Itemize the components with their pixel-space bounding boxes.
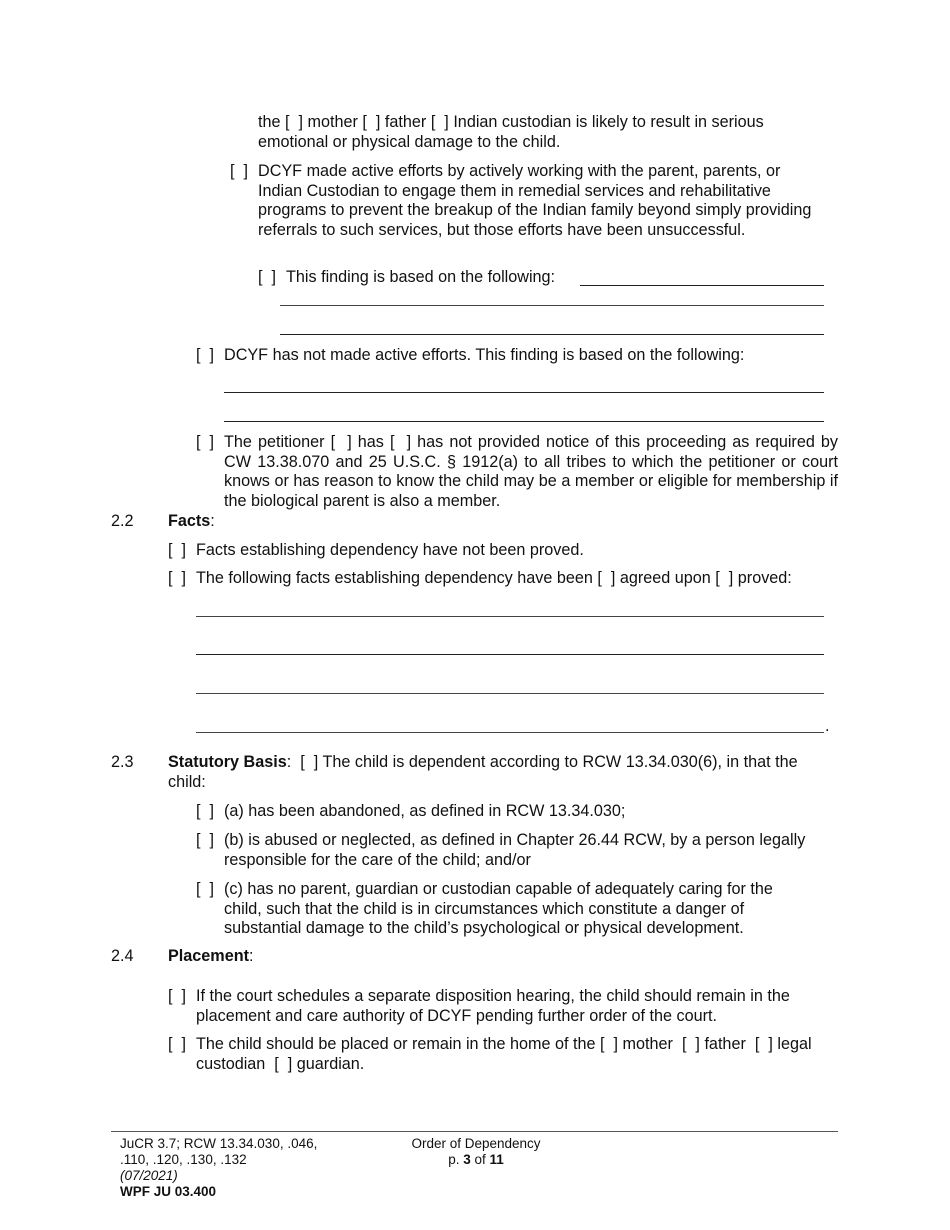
facts-input-line-3[interactable] [196,693,824,694]
checkbox-facts-proved[interactable]: [ ] [715,569,734,587]
separate-hearing-text: If the court schedules a separate disposition hearing, the child should remain in the placement and care authority of DCYF pending further order of the court. [196,987,790,1025]
checkbox-facts-agreed[interactable]: [ ] [597,569,616,587]
checkbox-notice-has[interactable]: [ ] [330,433,352,451]
active-efforts-made-text: DCYF made active efforts by actively working with the parent, parents, or Indian Custodian to engage them in remedial services and rehabilitative programs to prevent the breakup of the Indian family beyond simply providing referrals to such services, but those efforts have been unsuccessful. [258,162,812,239]
statutory-a-text: (a) has been abandoned, as defined in RCW 13.34.030; [224,802,626,820]
facts-end-period: . [825,717,830,735]
section-number-statutory: 2.3 [111,753,134,771]
section-title-placement: Placement: [168,947,254,965]
checkbox-mother[interactable]: [ ] [285,113,304,131]
checkbox-finding-based[interactable]: [ ] [258,268,276,286]
statutory-b-text: (b) is abused or neglected, as defined in Chapter 26.44 RCW, by a person legally responsible for the care of the child; and/or [224,831,806,869]
checkbox-placed-guardian[interactable]: [ ] [274,1054,293,1073]
checkbox-separate-hearing[interactable]: [ ] [168,987,186,1005]
footer-citation: JuCR 3.7; RCW 13.34.030, .046, .110, .120, .130, .132 (07/2021) WPF JU 03.400 [120,1136,318,1199]
checkbox-indian-custodian[interactable]: [ ] [430,113,449,131]
checkbox-no-active-efforts[interactable]: [ ] [196,346,214,364]
checkbox-statutory-c[interactable]: [ ] [196,880,214,898]
facts-established-text: The following facts establishing dependency have been [ ] agreed upon [ ] proved: [196,569,792,587]
finding-input-line-3[interactable] [280,334,824,335]
checkbox-facts-not-proved[interactable]: [ ] [168,541,186,559]
footer-form-number: WPF JU 03.400 [120,1184,217,1199]
footer-date: (07/2021) [120,1168,178,1183]
finding-input-line-2[interactable] [280,305,824,306]
facts-input-line-1[interactable] [196,616,824,617]
checkbox-notice[interactable]: [ ] [196,433,214,451]
checkbox-placed-father[interactable]: [ ] [681,1035,700,1053]
footer-title: Order of Dependency p. 3 of 11 [411,1136,541,1167]
checkbox-placed-home[interactable]: [ ] [168,1035,186,1053]
facts-input-line-4[interactable] [196,732,824,733]
facts-not-proved-text: Facts establishing dependency have not been proved. [196,541,584,559]
footer-page-number: p. 3 of 11 [448,1152,504,1167]
checkbox-facts-established[interactable]: [ ] [168,569,186,587]
section-title-statutory: Statutory Basis [168,753,287,771]
checkbox-placed-legal-custodian[interactable]: [ ] [754,1035,773,1053]
serious-damage-text: the [ ] mother [ ] father [ ] Indian custodian is likely to result in serious emotional or physical damage to the child. [258,113,764,151]
no-efforts-input-line-2[interactable] [224,421,824,422]
checkbox-active-efforts-made[interactable]: [ ] [230,162,248,180]
checkbox-statutory[interactable]: [ ] [300,753,319,771]
checkbox-placed-mother[interactable]: [ ] [600,1035,619,1053]
finding-based-label: This finding is based on the following: [286,268,556,286]
statutory-intro: Statutory Basis: [ ] The child is dependent according to RCW 13.34.030(6), in that the child: [168,753,798,791]
checkbox-statutory-b[interactable]: [ ] [196,831,214,849]
checkbox-statutory-a[interactable]: [ ] [196,802,214,820]
section-number-placement: 2.4 [111,947,134,965]
checkbox-notice-has-not[interactable]: [ ] [389,433,412,451]
notice-text: The petitioner [ ] has [ ] has not provided notice of this proceeding as required by CW 13.38.070 and 25 U.S.C. § 1912(a) to all tribes to which the petitioner or court knows or has reason to know the child may be a member or eligible for membership if the biological parent is also a member. [224,433,838,510]
no-active-efforts-text: DCYF has not made active efforts. This finding is based on the following: [224,346,745,364]
statutory-c-text: (c) has no parent, guardian or custodian capable of adequately caring for the child, such that the child is in circumstances which constitute a danger of substantial damage to the child’s psychological or physical development. [224,880,773,937]
section-number-facts: 2.2 [111,512,134,530]
checkbox-father[interactable]: [ ] [362,113,381,131]
no-efforts-input-line-1[interactable] [224,392,824,393]
footer-divider [111,1131,838,1132]
facts-input-line-2[interactable] [196,654,824,655]
placed-home-text: The child should be placed or remain in the home of the [ ] mother [ ] father [ ] legal custodian [ ] guardian. [196,1035,812,1073]
finding-input-line-1[interactable] [580,285,824,286]
section-title-facts: Facts: [168,512,215,530]
